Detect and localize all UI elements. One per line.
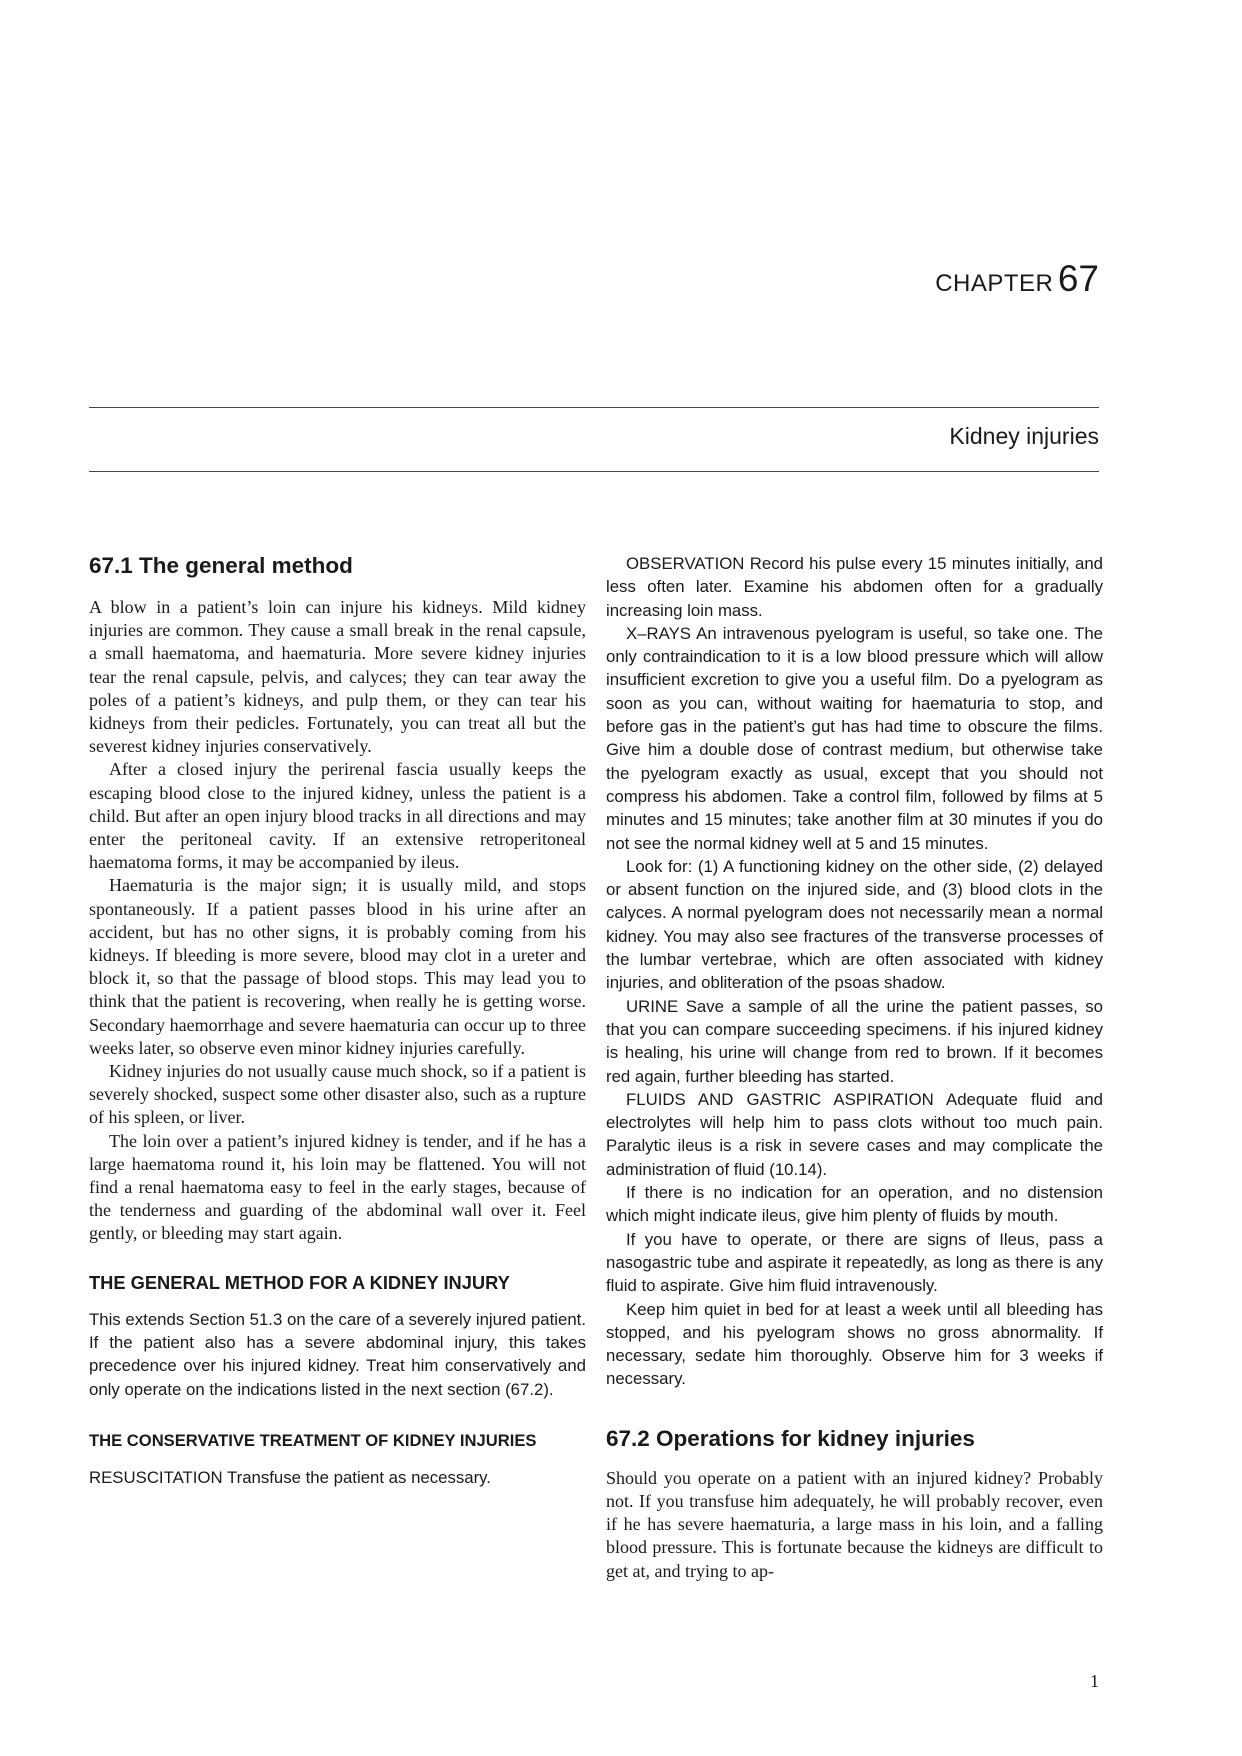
page-number: 1	[1090, 1671, 1099, 1691]
paragraph: FLUIDS AND GASTRIC ASPIRATION Adequate fluid and electrolytes will help him to pass clots without too much pain. Paralytic ileus is a risk in severe cases and may complicate the administration of fluid (10.14).	[606, 1089, 1103, 1179]
paragraph: Haematuria is the major sign; it is usually mild, and stops spontaneously. If a patient passes blood in his urine after an accident, but has no other signs, it is probably coming from his kidneys. If bleeding is more severe, blood may clot in a ureter and block it, so that the passage of blood stops. This may lead you to think that the patient is recovering, when really he is getting worse. Secondary haemorrhage and severe haematuria can occur up to three weeks later, so observe even minor kidney injuries carefully.	[89, 875, 586, 1058]
paragraph: A blow in a patient’s loin can injure his kidneys. Mild kidney injuries are common. They cause a small break in the renal capsule, a small haematoma, and haematuria. More severe kidney injuries tear the renal capsule, pelvis, and calyces; they can tear away the poles of a patient’s kidneys, and pulp them, or they can tear his kidneys from their pedicles. Fortunately, you can treat all but the severest kidney injuries conservatively.	[89, 597, 586, 757]
subheading-general-method: THE GENERAL METHOD FOR A KIDNEY INJURY	[89, 1271, 510, 1293]
paragraph: Look for: (1) A functioning kidney on the other side, (2) delayed or absent function on the injured side, and (3) blood clots in the calyces. A normal pyelogram does not necessarily mean a normal kidney. You may also see fractures of the transverse processes of the lumbar vertebrae, which are often associated with kidney injuries, and obliteration of the psoas shadow.	[606, 856, 1103, 993]
section-heading-67-1: 67.1 The general method	[89, 553, 353, 578]
chapter-number: 67	[1057, 258, 1099, 299]
paragraph: This extends Section 51.3 on the care of a severely injured patient. If the patient also has a severe abdominal injury, this takes precedence over his injured kidney. Treat him conservatively and only operate on the indications listed in the next section (67.2).	[89, 1309, 586, 1399]
paragraph: If there is no indication for an operation, and no distension which might indicate ileus, give him plenty of fluids by mouth.	[606, 1183, 1103, 1226]
chapter-label: CHAPTER	[935, 270, 1054, 297]
chapter-title: Kidney injuries	[949, 423, 1099, 449]
paragraph: After a closed injury the perirenal fascia usually keeps the escaping blood close to the injured kidney, unless the patient is a child. But after an open injury blood tracks in all directions and may enter the peritoneal cavity. If an extensive retroperitoneal haematoma forms, it may be accompanied by ileus.	[89, 759, 586, 873]
paragraph: The loin over a patient’s injured kidney is tender, and if he has a large haematoma round it, his loin may be flattened. You will not find a renal haematoma easy to feel in the early stages, because of the tenderness and guarding of the abdominal wall over it. Feel gently, or bleeding may start again.	[89, 1130, 586, 1244]
paragraph: Keep him quiet in bed for at least a week until all bleeding has stopped, and his pyelogram shows no gross abnormality. If necessary, sedate him thoroughly. Observe him for 3 weeks if necessary.	[606, 1299, 1103, 1389]
paragraph: URINE Save a sample of all the urine the patient passes, so that you can compare succeeding specimens. if his injured kidney is healing, his urine will change from red to brown. If it becomes red again, further bleeding has started.	[606, 996, 1103, 1086]
paragraph: RESUSCITATION Transfuse the patient as necessary.	[89, 1467, 491, 1487]
subheading-conservative-treatment: THE CONSERVATIVE TREATMENT OF KIDNEY INJURIES	[89, 1430, 537, 1450]
paragraph: Kidney injuries do not usually cause much shock, so if a patient is severely shocked, suspect some other disaster also, such as a rupture of his spleen, or liver.	[89, 1061, 586, 1128]
bottom-rule	[89, 471, 1099, 472]
paragraph: If you have to operate, or there are signs of Ileus, pass a nasogastric tube and aspirate it repeatedly, as long as there is any fluid to aspirate. Give him fluid intravenously.	[606, 1229, 1103, 1296]
right-column	[606, 552, 1103, 1583]
paragraph: X–RAYS An intravenous pyelogram is useful, so take one. The only contraindication to it is a low blood pressure which will allow insufficient excretion to give you a useful film. Do a pyelogram as soon as you can, without waiting for haematuria to stop, and before gas in the patient’s gut has had time to obscure the films. Give him a double dose of contrast medium, but otherwise take the pyelogram exactly as usual, except that you should not compress his abdomen. Take a control film, followed by films at 5 minutes and 15 minutes; take another film at 30 minutes if you do not see the normal kidney well at 5 and 15 minutes.	[606, 623, 1103, 853]
chapter-heading	[935, 258, 1099, 300]
section-heading-67-2: 67.2 Operations for kidney injuries	[606, 1425, 975, 1451]
paragraph: OBSERVATION Record his pulse every 15 minutes initially, and less often later. Examine his abdomen often for a gradually increasing loin mass.	[606, 554, 1103, 620]
paragraph: Should you operate on a patient with an injured kidney? Probably not. If you transfuse him adequately, he will probably recover, even if he has severe haematuria, a large mass in his loin, and a falling blood pressure. This is fortunate because the kidneys are difficult to get at, and trying to ap-	[606, 1467, 1103, 1581]
top-rule	[89, 407, 1099, 408]
left-column	[89, 552, 586, 1489]
